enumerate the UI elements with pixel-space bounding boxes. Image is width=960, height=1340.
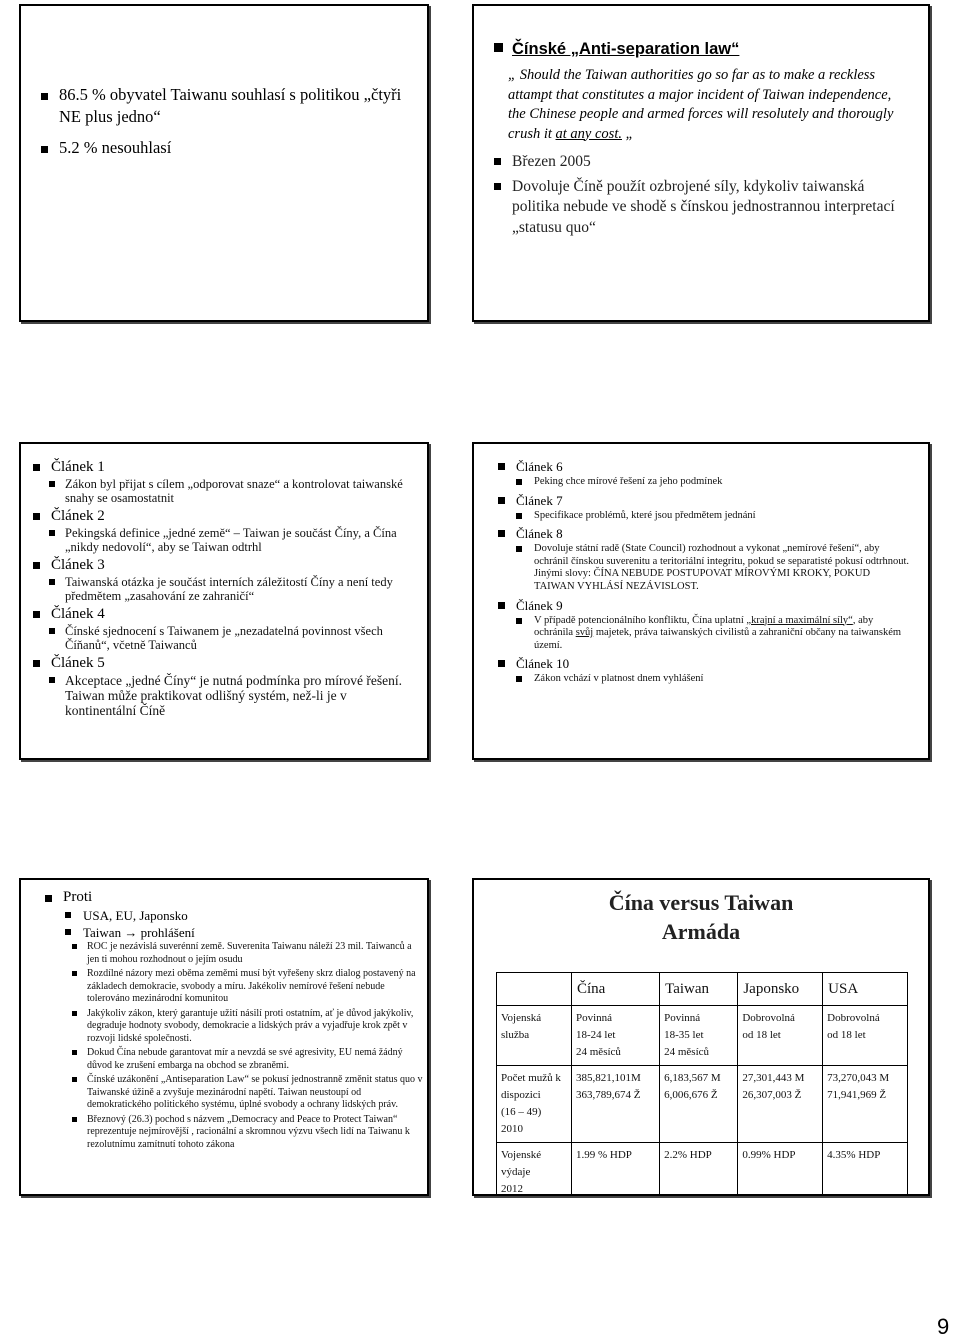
- article-heading: Článek 8: [498, 525, 913, 542]
- bullet-square-icon: [516, 676, 522, 682]
- table-cell: Dobrovolná od 18 let: [823, 1006, 908, 1066]
- bullet-square-icon: [494, 158, 501, 165]
- article-text: Taiwanská otázka je součást interních záležitostí Číny a není tedy předmětem „zasahování ze zahraničí“: [33, 575, 418, 603]
- table-cell: 73,270,043 M 71,941,969 Ž: [823, 1066, 908, 1143]
- slide-1-list: [41, 84, 427, 159]
- bullet-square-icon: [498, 660, 505, 667]
- bullet-square-icon: [33, 611, 40, 618]
- declaration-point: Jakýkoliv zákon, který garantuje užití násilí proti ostatním, ať je důvod jakýkoliv, degraduje hodnoty svobody, demokracie a lidských práv a vyjadřuje krok zpět v rozvoji lidské společnosti.: [45, 1008, 423, 1046]
- bullet-square-icon: [65, 929, 71, 935]
- table-row-label: Vojenské výdaje 2012: [497, 1143, 572, 1197]
- article-heading: Článek 7: [498, 492, 913, 509]
- taiwan-declaration-item: Taiwan → prohlášení: [45, 924, 423, 941]
- usa-eu-japan-item: USA, EU, Japonsko: [45, 907, 423, 924]
- bullet-square-icon: [45, 895, 52, 902]
- article-text: Čínské sjednocení s Taiwanem je „nezadatelná povinnost všech Číňanů“, včetně Taiwanců: [33, 624, 418, 652]
- table-header-row: [497, 973, 908, 1006]
- slide-4: [472, 442, 930, 760]
- law-quote: „ Should the Taiwan authorities go so far as to make a reckless attampt that constitutes a major incident of Taiwan independence, the Chinese people and armed forces will resolutely and thorougly crush it at any cost. „: [508, 67, 894, 142]
- bullet-square-icon: [33, 660, 40, 667]
- table-cell: 27,301,443 M 26,307,003 Ž: [738, 1066, 823, 1143]
- article-text: Zákon byl přijat s cílem „odporovat snaze“ a kontrolovat taiwanské snahy se osamostatnit: [33, 477, 418, 505]
- table-header-cell: [497, 973, 572, 1006]
- table-row: [497, 1143, 908, 1197]
- slide-2-title: Čínské „Anti-separation law“: [494, 40, 739, 59]
- article-text: V případě potencionálního konfliktu, Čína uplatní „krajní a maximální síly“, aby ochránila svůj majetek, práva taiwanských civilistů a zahraniční občany na taiwanském území.: [498, 615, 913, 653]
- bullet-square-icon: [72, 944, 77, 949]
- declaration-point: Březnový (26.3) pochod s názvem „Democracy and Peace to Protect Taiwan“ reprezentuje nejmírovější , racionální a skromnou výzvu všech lidí na Taiwanu k rezolutnímu zamítnutí tohoto zákona: [45, 1114, 423, 1152]
- army-comparison-table: [496, 972, 908, 1196]
- article-text: Pekingská definice „jedné země“ – Taiwan je součást Číny, a Čína „nikdy nedovolí“, aby se Taiwan odtrhl: [33, 526, 418, 554]
- slide-3: [19, 442, 429, 760]
- bullet-square-icon: [498, 530, 505, 537]
- table-header-cell: USA: [823, 973, 908, 1006]
- slide-2-list: [494, 152, 914, 242]
- table-header-cell: Japonsko: [738, 973, 823, 1006]
- slide-2: [472, 4, 930, 322]
- slide-6-subtitle: Armáda: [661, 919, 741, 944]
- declaration-point: ROC je nezávislá suverénní země. Suverenita Taiwanu náleží 23 mil. Taiwanců a jen ti mohou rozhodnout o jejím osudu: [45, 941, 423, 966]
- page-number: 9: [937, 1314, 950, 1339]
- bullet-square-icon: [33, 562, 40, 569]
- articles-list-2: [498, 458, 913, 689]
- bullet-square-icon: [33, 513, 40, 520]
- bullet-square-icon: [65, 912, 71, 918]
- bullet-square-icon: [41, 146, 48, 153]
- table-cell: Povinná 18-24 let 24 měsíců: [572, 1006, 660, 1066]
- table-header-cell: Taiwan: [660, 973, 738, 1006]
- article-heading: Článek 4: [33, 605, 418, 623]
- bullet-square-icon: [498, 602, 505, 609]
- bullet-square-icon: [498, 463, 505, 470]
- table-cell: Dobrovolná od 18 let: [738, 1006, 823, 1066]
- table-cell: 0.99% HDP: [738, 1143, 823, 1197]
- article-text: Zákon vchází v platnost dnem vyhlášení: [498, 673, 913, 686]
- list-item: 86.5 % obyvatel Taiwanu souhlasí s politikou „čtyři NE plus jedno“: [41, 84, 427, 128]
- article-text: Peking chce mírové řešení za jeho podmínek: [498, 476, 913, 489]
- bullet-square-icon: [516, 546, 522, 552]
- table-cell: 1.99 % HDP: [572, 1143, 660, 1197]
- declaration-point: Rozdílné názory mezi oběma zeměmi musí být vyřešeny skrz dialog postavený na základech demokracie, svobody a míru. Jakékoliv nemírové řešení nebude tolerováno mezinárodní komunitou: [45, 968, 423, 1006]
- table-row-label: Počet mužů k dispozici (16 – 49) 2010: [497, 1066, 572, 1143]
- bullet-square-icon: [49, 628, 55, 634]
- bullet-square-icon: [494, 183, 501, 190]
- table-row: [497, 1006, 908, 1066]
- bullet-square-icon: [516, 618, 522, 624]
- article-heading: Článek 10: [498, 655, 913, 672]
- bullet-square-icon: [41, 93, 48, 100]
- bullet-square-icon: [516, 513, 522, 519]
- bullet-square-icon: [72, 971, 77, 976]
- list-item: Dovoluje Číně použít ozbrojené síly, kdykoliv taiwanská politika nebude ve shodě s čínskou jednostrannou interpretací „statusu quo“: [494, 177, 914, 239]
- table-cell: 4.35% HDP: [823, 1143, 908, 1197]
- bullet-square-icon: [49, 579, 55, 585]
- slide-1: [19, 4, 429, 322]
- article-text: Akceptace „jedné Číny“ je nutná podmínka pro mírové řešení. Taiwan může praktikovat odlišný systém, než-li je v kontinentální Číně: [33, 673, 418, 718]
- article-heading: Článek 6: [498, 458, 913, 475]
- bullet-square-icon: [498, 497, 505, 504]
- table-cell: Povinná 18-35 let 24 měsíců: [660, 1006, 738, 1066]
- bullet-square-icon: [72, 1117, 77, 1122]
- article-heading: Článek 3: [33, 556, 418, 574]
- article-heading: Článek 9: [498, 597, 913, 614]
- proti-heading: Proti: [45, 888, 423, 907]
- list-item: 5.2 % nesouhlasí: [41, 137, 427, 159]
- table-row: [497, 1066, 908, 1143]
- articles-list: [33, 456, 418, 718]
- bullet-square-icon: [72, 1077, 77, 1082]
- declaration-point: Dokud Čína nebude garantovat mír a nevzdá se své agresivity, EU nemá žádný důvod ke zrušení embarga na obchod se zbraněmi.: [45, 1047, 423, 1072]
- table-cell: 6,183,567 M 6,006,676 Ž: [660, 1066, 738, 1143]
- bullet-square-icon: [49, 481, 55, 487]
- slide-6: [472, 878, 930, 1196]
- table-row-label: Vojenská služba: [497, 1006, 572, 1066]
- table-cell: 2.2% HDP: [660, 1143, 738, 1197]
- bullet-square-icon: [516, 479, 522, 485]
- declaration-point: Čínské uzákonění „Antiseparation Law“ se pokusí jednostranně změnit status quo v Taiwanské úžině a zvyšuje mezinárodní napětí. Taiwan neustoupí od demokratického politického systému, úplné svobody a ochrany lidských práv.: [45, 1074, 423, 1112]
- article-heading: Článek 1: [33, 458, 418, 476]
- slide-5: [19, 878, 429, 1196]
- bullet-square-icon: [33, 464, 40, 471]
- article-text: Specifikace problémů, které jsou předmětem jednání: [498, 510, 913, 523]
- article-heading: Článek 2: [33, 507, 418, 525]
- bullet-square-icon: [72, 1011, 77, 1016]
- table-cell: 385,821,101M 363,789,674 Ž: [572, 1066, 660, 1143]
- bullet-square-icon: [49, 530, 55, 536]
- reactions-list: [45, 888, 423, 1153]
- table-header-cell: Čína: [572, 973, 660, 1006]
- article-text: Dovoluje státní radě (State Council) rozhodnout a vykonat „nemírové řešení“, aby ochránil čínskou suverenitu a teritoriální integritu, pokud se separatisté pokusí odtrhnout. Jinými slovy: ČÍNA NEBUDE POSTUPOVAT MÍROVÝMI KROKY, POKUD TAIWAN VYHLÁSÍ NEZÁVISLOST.: [498, 543, 913, 593]
- bullet-square-icon: [72, 1050, 77, 1055]
- article-heading: Článek 5: [33, 654, 418, 672]
- bullet-square-icon: [494, 43, 503, 52]
- slide-6-title: Čína versus Taiwan: [608, 890, 794, 915]
- list-item: Březen 2005: [494, 152, 914, 173]
- bullet-square-icon: [49, 677, 55, 683]
